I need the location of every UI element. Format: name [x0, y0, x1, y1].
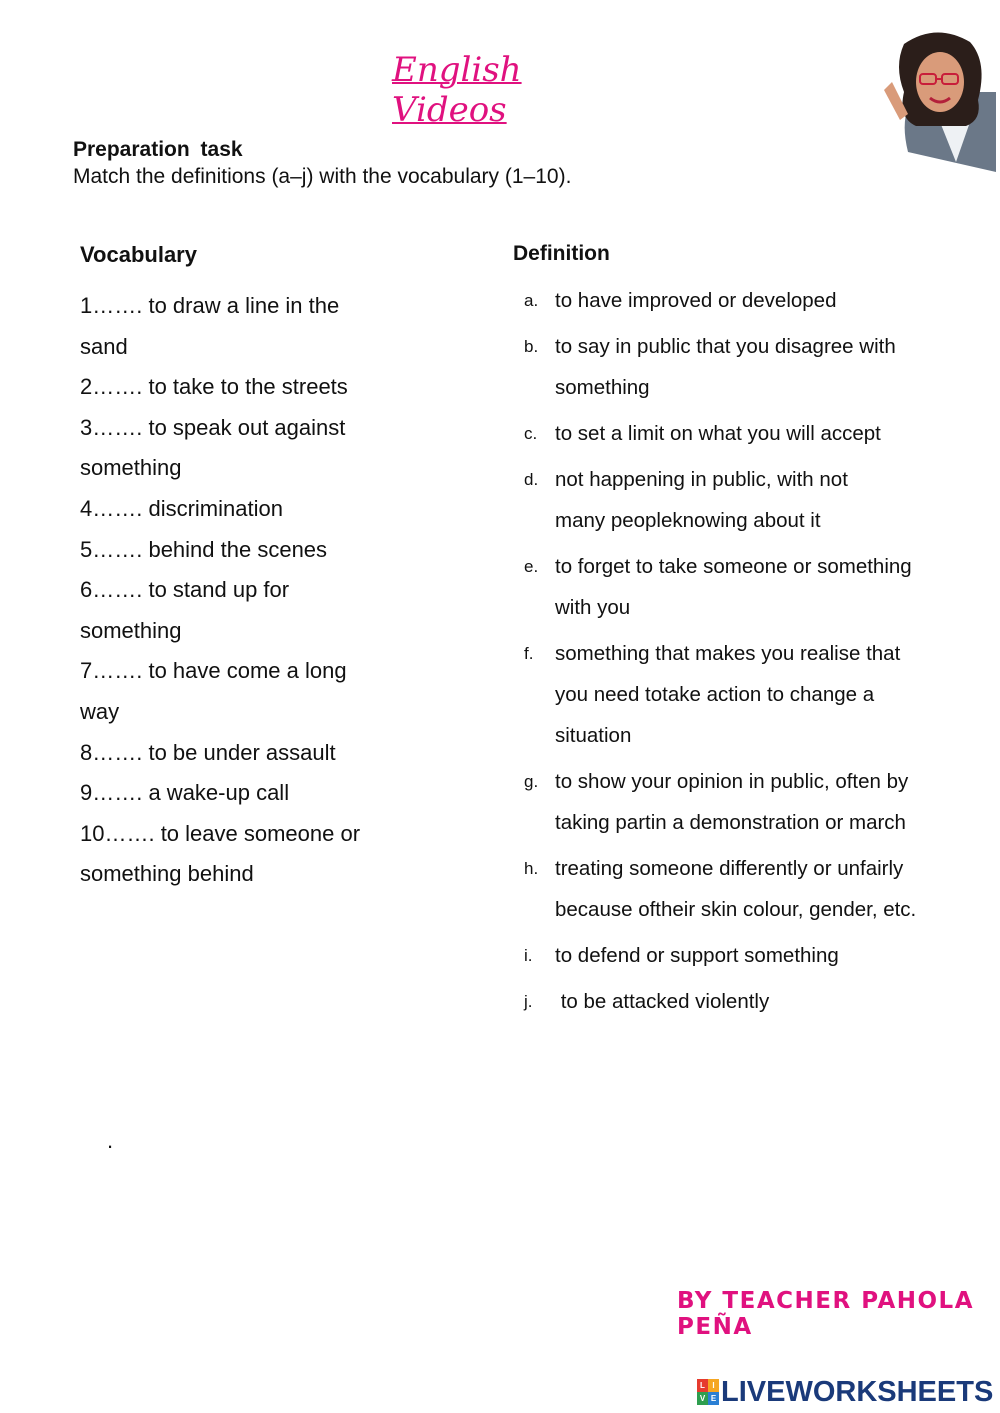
definition-text: to say in public that you disagree with — [555, 335, 896, 358]
definition-item — [513, 280, 953, 321]
vocabulary-line: 2……. to take to the streets — [80, 374, 348, 400]
definition-letter: c. — [524, 424, 538, 443]
definition-letter: i. — [524, 946, 533, 965]
vocabulary-line: 7……. to have come a long — [80, 658, 347, 684]
vocabulary-line: something — [80, 455, 182, 481]
definition-text: to be attacked violently — [555, 990, 770, 1013]
brand-text: LIVEWORKSHEETS — [721, 1375, 994, 1408]
definition-letter: b. — [524, 337, 539, 356]
vocabulary-heading: Vocabulary — [80, 242, 197, 267]
vocabulary-line: something — [80, 617, 182, 643]
definition-item — [513, 633, 953, 756]
vocabulary-line: 4……. discrimination — [80, 495, 283, 521]
definition-item — [513, 459, 953, 541]
definition-text: you need totake action to change a — [555, 683, 875, 706]
definition-item — [513, 546, 953, 628]
logo-cell-i: I — [708, 1379, 719, 1392]
logo-cell-e: E — [708, 1392, 719, 1405]
vocabulary-line: 3……. to speak out against — [80, 414, 346, 440]
definition-letter: f. — [524, 644, 534, 663]
vocabulary-line: 6……. to stand up for — [80, 577, 290, 603]
definitions-heading: Definition — [513, 242, 610, 265]
definition-item — [513, 413, 953, 454]
liveworksheets-brand[interactable] — [697, 1377, 993, 1407]
definition-item — [513, 935, 953, 976]
definition-letter: a. — [524, 291, 539, 310]
task-instruction: Match the definitions (a–j) with the vocabulary (1–10). — [73, 165, 572, 188]
definition-text: not happening in public, with not — [555, 468, 848, 491]
teacher-avatar-icon — [878, 22, 996, 188]
definition-text: to set a limit on what you will accept — [555, 422, 881, 445]
definition-item — [513, 761, 953, 843]
definition-text: with you — [555, 596, 631, 619]
definition-letter: j. — [524, 992, 533, 1011]
definition-item — [513, 848, 953, 930]
task-title: Preparation task — [73, 138, 243, 161]
logo-cell-l: L — [697, 1379, 708, 1392]
definition-text: situation — [555, 724, 632, 747]
definition-letter: e. — [524, 557, 539, 576]
vocabulary-line: 5……. behind the scenes — [80, 536, 328, 562]
definition-text: taking partin a demonstration or march — [555, 811, 906, 834]
definition-text: to have improved or developed — [555, 289, 837, 312]
vocabulary-line: 10……. to leave someone or — [80, 820, 361, 846]
vocabulary-line: 9……. a wake-up call — [80, 780, 290, 806]
definition-text: many peopleknowing about it — [555, 509, 821, 532]
definitions-column — [513, 242, 953, 1027]
vocabulary-line: way — [80, 698, 120, 724]
definition-text: to defend or support something — [555, 944, 839, 967]
definition-text: because oftheir skin colour, gender, etc. — [555, 898, 917, 921]
definition-item — [513, 326, 953, 408]
page-title: English Videos — [392, 50, 522, 130]
vocabulary-line: sand — [80, 333, 128, 359]
definition-letter: h. — [524, 859, 539, 878]
vocabulary-column — [80, 242, 410, 895]
definition-letter: g. — [524, 772, 539, 791]
author-byline: BY TEACHER PAHOLA PEÑA — [677, 1288, 974, 1340]
definition-text: to show your opinion in public, often by — [555, 770, 909, 793]
vocabulary-line: 8……. to be under assault — [80, 739, 336, 765]
stray-dot: . — [107, 1128, 114, 1153]
liveworksheets-logo-icon — [697, 1379, 719, 1405]
logo-cell-v: V — [697, 1392, 708, 1405]
definition-item — [513, 981, 953, 1022]
definition-text: to forget to take someone or something — [555, 555, 912, 578]
definition-letter: d. — [524, 470, 539, 489]
definition-text: treating someone differently or unfairly — [555, 857, 904, 880]
definition-text: something — [555, 376, 650, 399]
vocabulary-line: something behind — [80, 861, 254, 887]
vocabulary-line: 1……. to draw a line in the — [80, 293, 340, 318]
definition-text: something that makes you realise that — [555, 642, 901, 665]
